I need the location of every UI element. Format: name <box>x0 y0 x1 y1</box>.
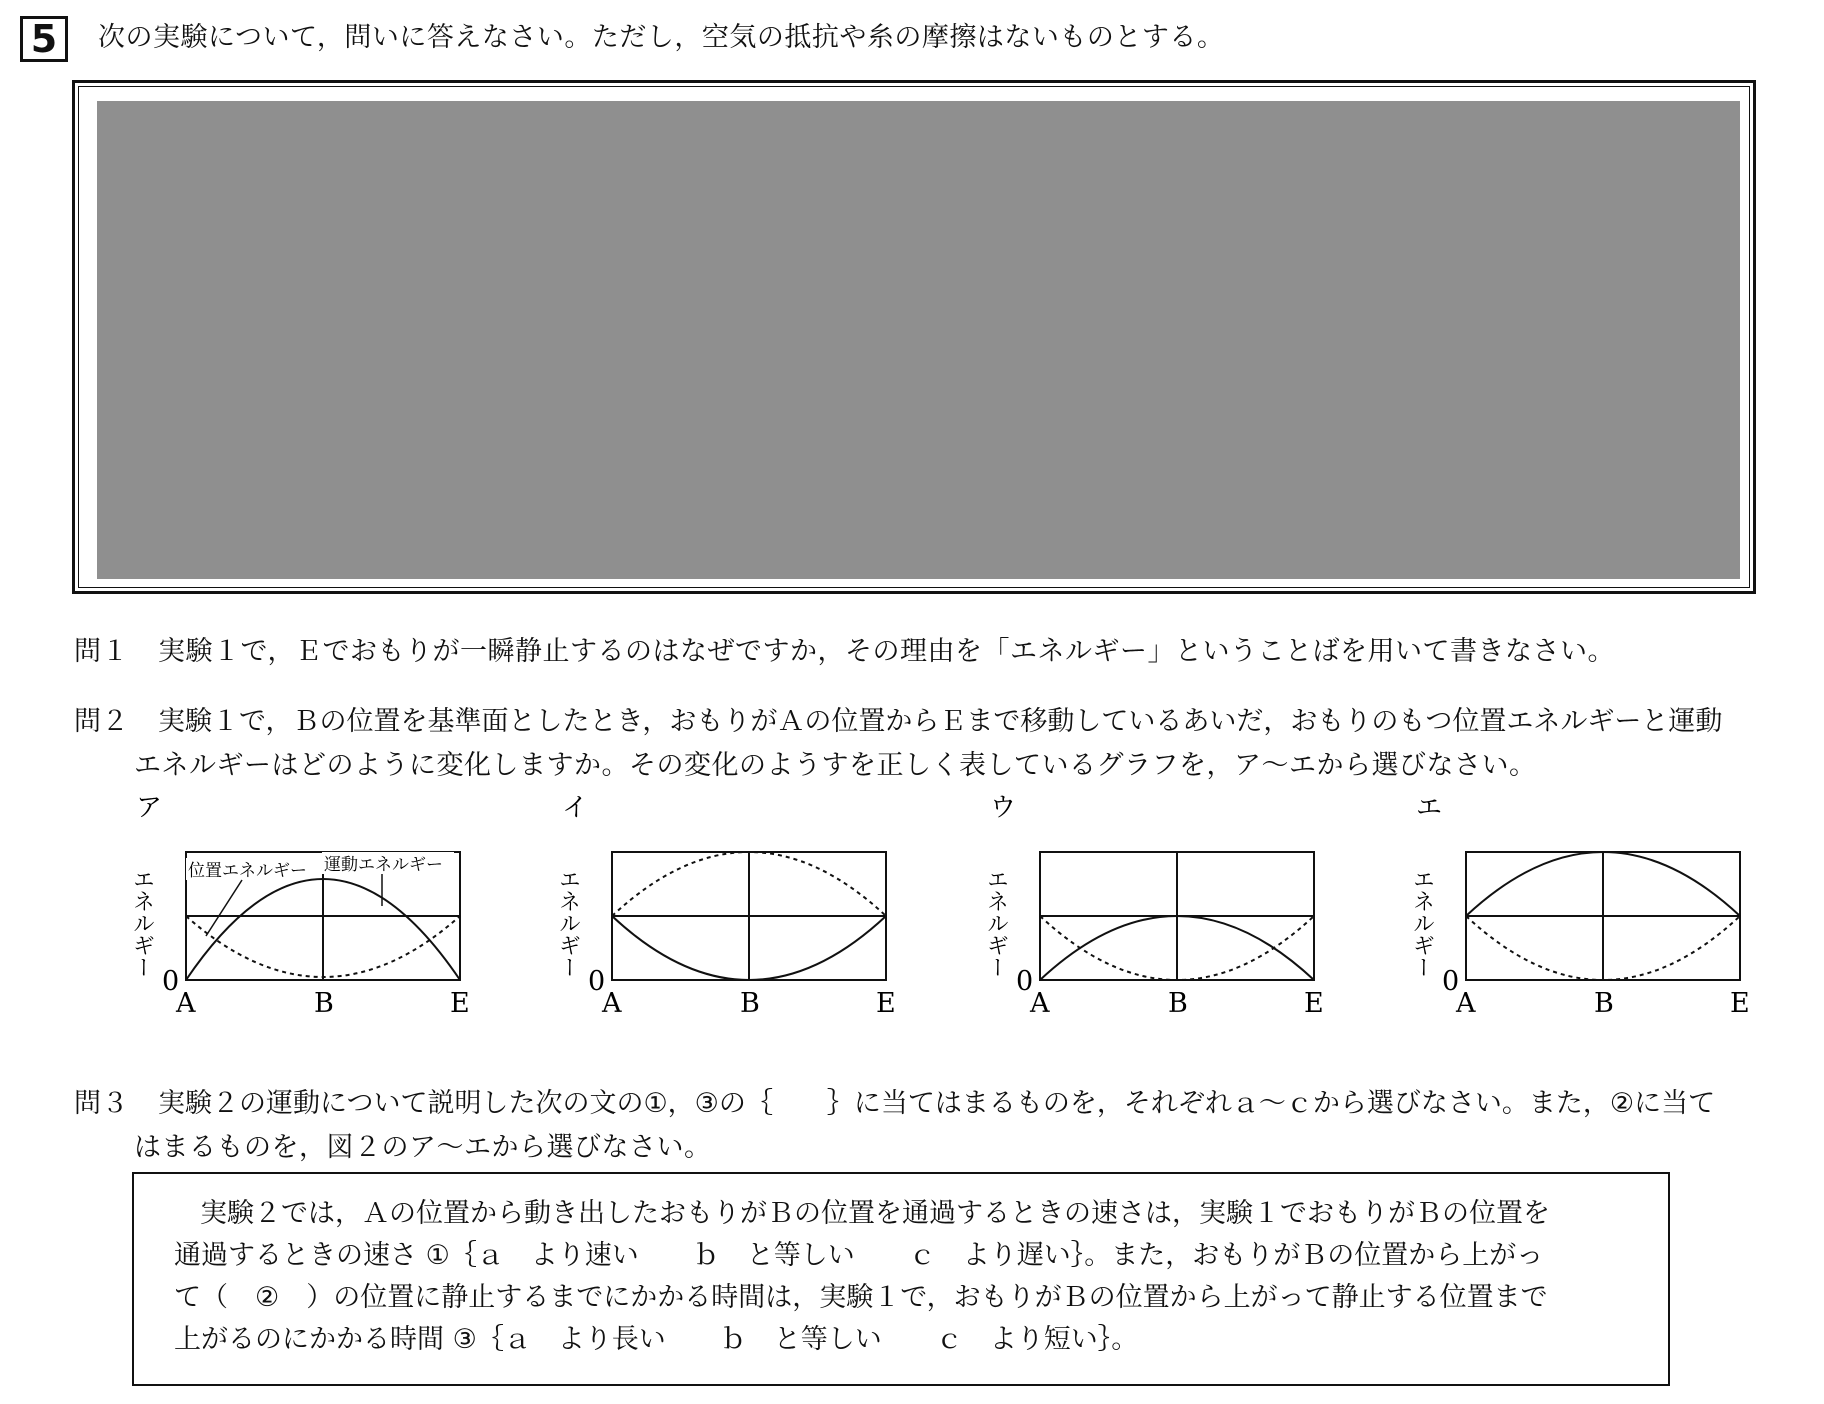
tick-e: E <box>450 988 470 1019</box>
tick-b: B <box>1168 988 1188 1019</box>
tick-e: E <box>876 988 896 1019</box>
q3-box-line2: 通過するときの速さ ①｛ａ より速い ｂ と等しい ｃ より遅い｝。また，おもりがＢの位置から上がっ <box>174 1240 1544 1271</box>
graph-choice-label: ウ <box>990 793 1017 823</box>
q3-box-line1: 実験２では，Ａの位置から動き出したおもりがＢの位置を通過するときの速さは，実験１でおもりがＢの位置を <box>200 1198 1550 1229</box>
graph-ylabel: エネルギー <box>983 868 1009 978</box>
question-number: 5 <box>20 16 68 62</box>
graph-ylabel: エネルギー <box>129 868 155 978</box>
graph-zero: 0 <box>1442 966 1460 997</box>
graph-ylabel: エネルギー <box>555 868 581 978</box>
q1-label: 問１ <box>74 636 129 667</box>
intro-text: 次の実験について，問いに答えなさい。ただし，空気の抵抗や糸の摩擦はないものとする。 <box>98 22 1225 53</box>
graph-a <box>129 788 472 1028</box>
tick-b: B <box>1594 988 1614 1019</box>
tick-e: E <box>1304 988 1324 1019</box>
pe-leader-line <box>206 880 242 936</box>
q1-text: 実験１で，Ｅでおもりが一瞬静止するのはなぜですか，その理由を「エネルギー」ということばを用いて書きなさい。 <box>158 636 1615 667</box>
q3-label: 問３ <box>74 1088 129 1119</box>
tick-b: B <box>740 988 760 1019</box>
graph-choice-label: エ <box>1416 793 1443 823</box>
tick-b: B <box>314 988 334 1019</box>
pe-label: 位置エネルギー <box>188 861 307 881</box>
tick-a: A <box>1456 988 1476 1019</box>
q3-box-line4: 上がるのにかかる時間 ③｛ａ より長い ｂ と等しい ｃ より短い｝。 <box>174 1324 1139 1355</box>
graph-choice-label: ア <box>136 793 163 823</box>
tick-e: E <box>1730 988 1750 1019</box>
graph-zero: 0 <box>588 966 606 997</box>
graph-zero: 0 <box>162 966 180 997</box>
graph-choice-label: イ <box>562 793 589 823</box>
graph-zero: 0 <box>1016 966 1034 997</box>
q3-line1: 実験２の運動について説明した次の文の①，③の｛ ｝に当てはまるものを，それぞれａ～ｃから選びなさい。また，②に当て <box>158 1088 1716 1119</box>
redacted-experiment-area <box>97 101 1740 579</box>
q2-line2: エネルギーはどのように変化しますか。その変化のようすを正しく表しているグラフを，ア～エから選びなさい。 <box>134 750 1537 781</box>
graph-e <box>1409 788 1752 1028</box>
tick-a: A <box>602 988 622 1019</box>
q3-box-line3: て（ ② ）の位置に静止するまでにかかる時間は，実験１で，おもりがＢの位置から上がって静止する位置まで <box>174 1282 1548 1313</box>
tick-a: A <box>1030 988 1050 1019</box>
graph-i <box>555 788 898 1028</box>
ke-label: 運動エネルギー <box>324 855 443 875</box>
graph-u <box>983 788 1326 1028</box>
q2-label: 問２ <box>74 706 129 737</box>
tick-a: A <box>176 988 196 1019</box>
q3-line2: はまるものを，図２のア～エから選びなさい。 <box>134 1132 712 1163</box>
q2-line1: 実験１で，Ｂの位置を基準面としたとき，おもりがＡの位置からＥまで移動しているあいだ，おもりのもつ位置エネルギーと運動 <box>158 706 1723 737</box>
graph-ylabel: エネルギー <box>1409 868 1435 978</box>
